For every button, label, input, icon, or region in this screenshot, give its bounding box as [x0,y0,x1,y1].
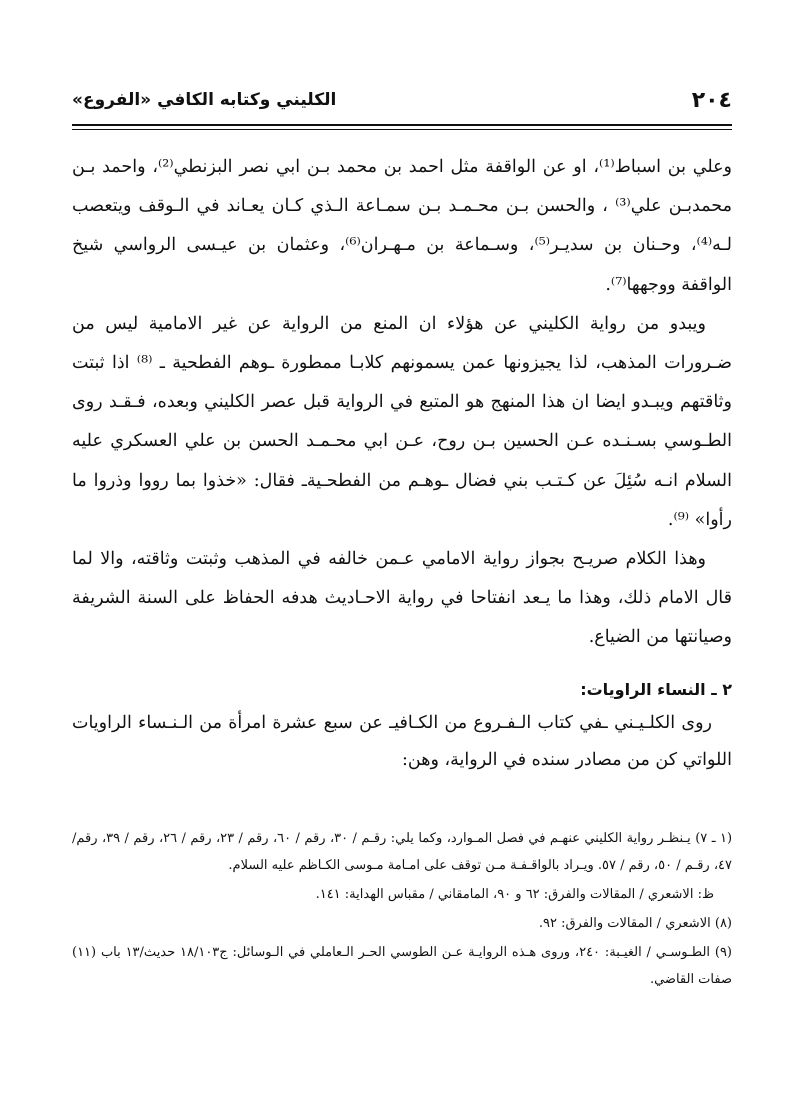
section-women-narrators [72,675,732,779]
footnotes [72,825,732,995]
section-heading: ٢ ـ النساء الراويات: [580,680,732,699]
paragraph: ويبدو من رواية الكليني عن هؤلاء ان المنع من الرواية عن غير الامامية ليس من ضـرورات المذهب، لذا يجيزونها عمن يسمونهم كلابـا ممطورة ـوهم الفطحية ـ ⁽⁸⁾ اذا ثبتت وثاقتهم ويبـدو ايضا ان هذا المنهج هو المتبع في الرواية قبل عصر الكليني وبعده، فـقـد روى الطـوسي بسـنـده عـن الحسين بـن روح، عـن ابي محـمـد الحسن بن علي العسكري عليه السلام انـه سُئِلَ عن كـتـب بني فضال ـوهـم من الفطحـيةـ فقال: «خذوا بما رووا وذروا ما رأوا» ⁽⁹⁾. [72,313,733,530]
footnote: (٨) الاشعري / المقالات والفرق: ٩٢. [538,916,732,931]
footnote: ظ: الاشعري / المقالات والفرق: ٦٢ و ٩٠، المامقاني / مقباس الهداية: ١٤١. [315,887,714,902]
footnote: (٩) الطـوسـي / الغيـبة: ٢٤٠، وروى هـذه الروايـة عـن الطوسي الحـر الـعاملي في الـوسائل: ج١٨/١٠٣ حديث/١٣ باب (١١) صفات القاضي. [72,945,732,987]
header-rule [72,124,732,126]
paragraph: وهذا الكلام صريـح بجواز رواية الامامي عـمن خالفه في المذهب وثبتت وثاقته، والا لما قال الامام ذلك، وهذا ما يـعد انفتاحا في رواية الاحـاديث هدفه الحفاظ على السنة الشريفة وصيانتها من الضياع. [72,549,732,648]
main-text [72,148,732,658]
paragraph: وعلي بن اسباط⁽¹⁾، او عن الواقفة مثل احمد بن محمد بـن ابي نصر البزنطي⁽²⁾، واحمد بـن محمدبـن علي⁽³⁾ ، والحسن بـن محـمـد بـن سمـاعة الـذي كـان يعـاند في الـوقف ويتعصب لـه⁽⁴⁾، وحـنان بن سديـر⁽⁵⁾، وسـماعة بن مـهـران⁽⁶⁾، وعثمان بن عيـسى الرواسي شيخ الواقفة ووجهها⁽⁷⁾. [72,157,733,295]
page-header [72,80,732,120]
header-rule-thin [72,129,732,130]
page-number: ٢٠٤ [691,87,732,113]
footnote: (١ ـ ٧) يـنظـر رواية الكليني عنهـم في فصل المـوارد، وكما يلي: رقـم / ٣٠، رقم / ٦٠، رقم / ٢٣، رقم / ٢٦، رقم / ٣٩، رقم/٤٧، رقـم / ٥٠، رقم / ٥٧. ويـراد بالواقـفـة مـن توقف على امـامة مـوسى الكـاظم عليه السلام. [72,831,733,873]
running-title: الكليني وكتابه الكافي «الفروع» [72,90,337,110]
section-paragraph: روى الكلـيـني ـفي كتاب الـفـروع من الكـافيـ عن سبع عشرة امرأة من الـنـساء الراويات اللواتي كن من مصادر سنده في الرواية، وهن: [72,713,732,770]
book-page [72,0,732,1117]
